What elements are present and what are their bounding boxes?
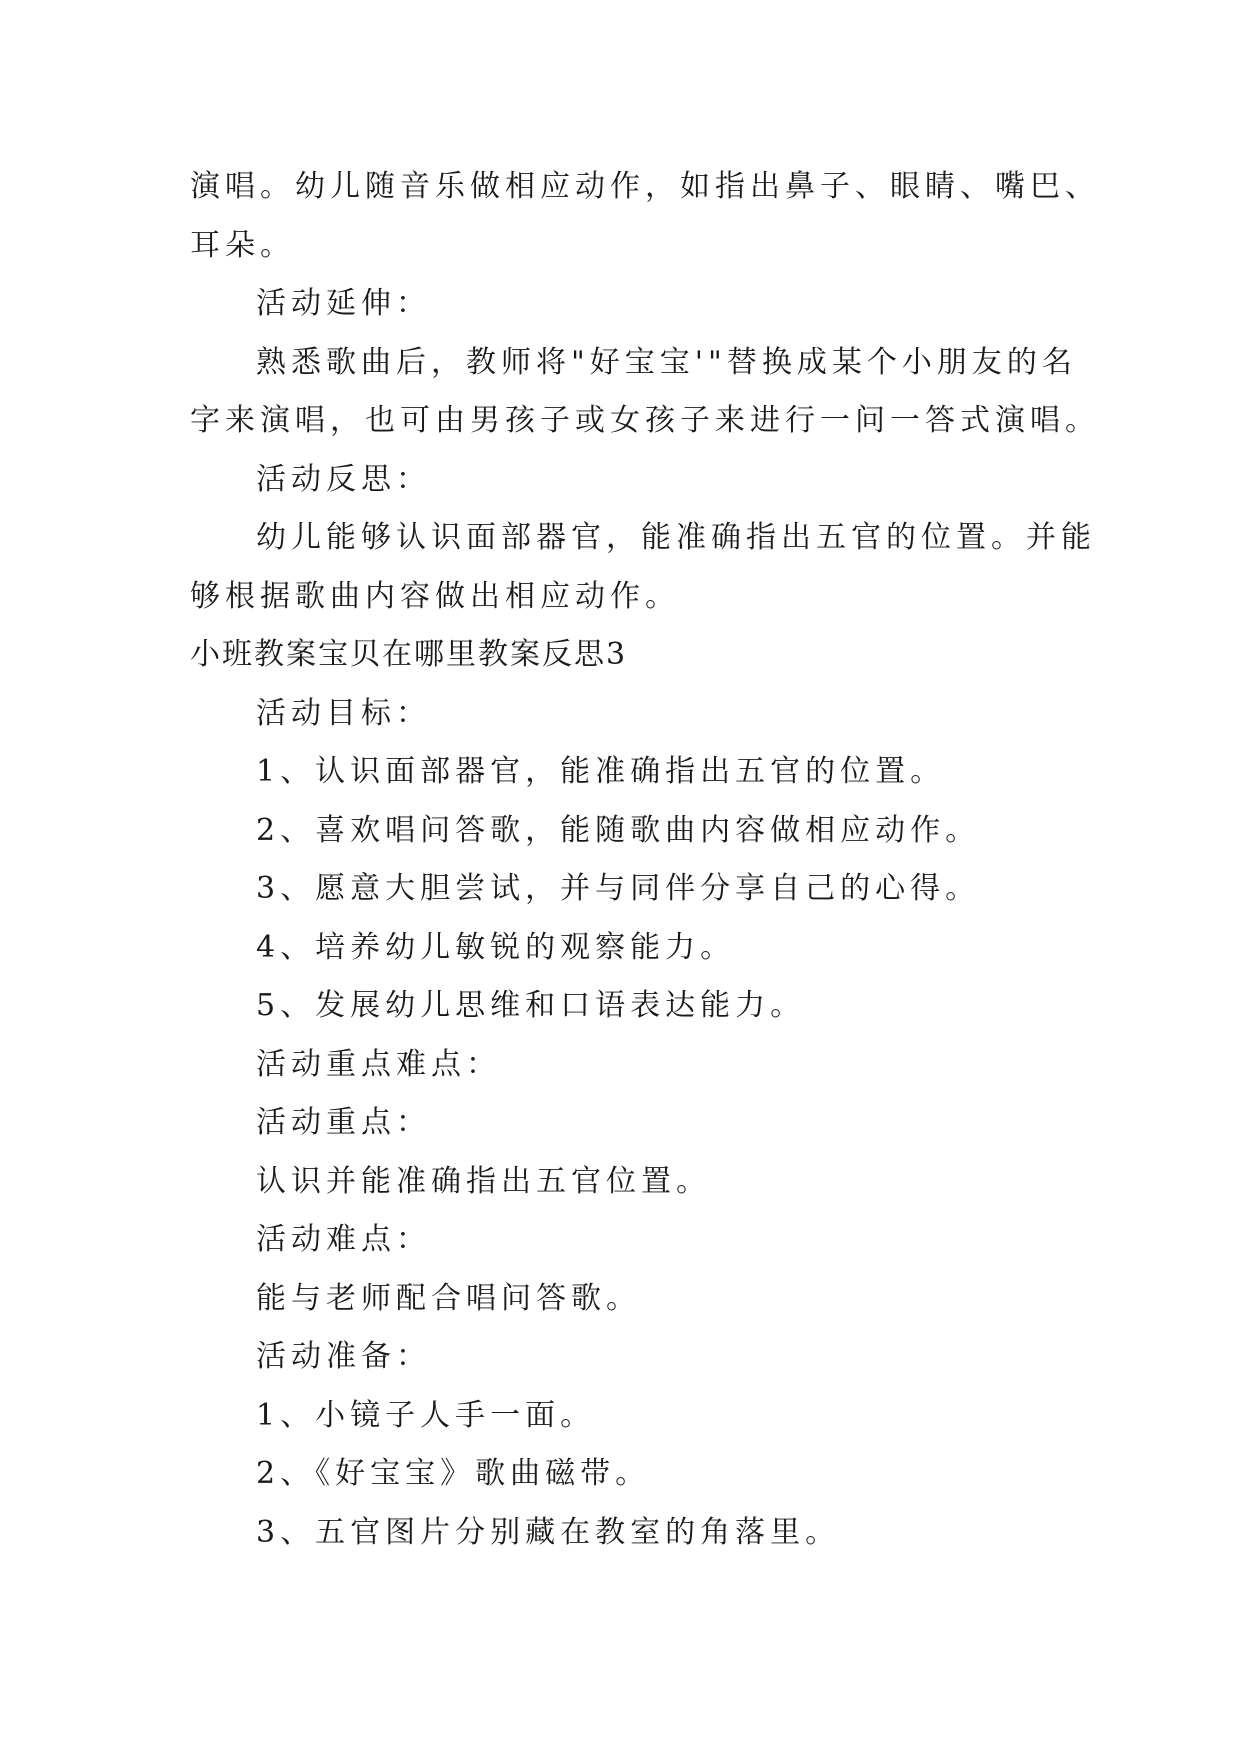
paragraph-line: 幼儿能够认识面部器官，能准确指出五官的位置。并能 <box>256 520 1096 555</box>
section-heading: 小班教案宝贝在哪里教案反思3 <box>190 637 628 672</box>
list-item: 1、认识面部器官，能准确指出五官的位置。 <box>256 754 946 789</box>
section-label-extension: 活动延伸： <box>256 286 431 321</box>
section-label-difficulty: 活动难点： <box>256 1222 431 1257</box>
section-label-key-points: 活动重点难点： <box>256 1046 501 1082</box>
paragraph-line: 能与老师配合唱问答歌。 <box>256 1280 641 1316</box>
list-item: 3、五官图片分别藏在教室的角落里。 <box>256 1514 841 1550</box>
section-label-goals: 活动目标： <box>256 695 431 731</box>
section-label-reflection: 活动反思： <box>256 461 431 497</box>
list-item: 1、小镜子人手一面。 <box>256 1397 596 1433</box>
paragraph-line: 熟悉歌曲后，教师将"好宝宝'"替换成某个小朋友的名 <box>256 344 1077 380</box>
list-item: 5、发展幼儿思维和口语表达能力。 <box>256 988 806 1023</box>
list-item: 3、愿意大胆尝试，并与同伴分享自己的心得。 <box>256 871 981 906</box>
paragraph-line: 够根据歌曲内容做出相应动作。 <box>190 578 680 614</box>
document-body <box>190 158 1100 1562</box>
paragraph-line: 演唱。幼儿随音乐做相应动作，如指出鼻子、眼睛、嘴巴、 <box>190 169 1100 204</box>
paragraph-line: 耳朵。 <box>190 227 295 263</box>
list-item: 2、喜欢唱问答歌，能随歌曲内容做相应动作。 <box>256 812 981 848</box>
list-item: 2、《好宝宝》歌曲磁带。 <box>256 1456 651 1491</box>
paragraph-line: 字来演唱，也可由男孩子或女孩子来进行一问一答式演唱。 <box>190 403 1100 438</box>
section-label-focus: 活动重点： <box>256 1105 431 1140</box>
list-item: 4、培养幼儿敏锐的观察能力。 <box>256 929 736 965</box>
paragraph-line: 认识并能准确指出五官位置。 <box>256 1163 711 1199</box>
section-label-preparation: 活动准备： <box>256 1339 431 1374</box>
